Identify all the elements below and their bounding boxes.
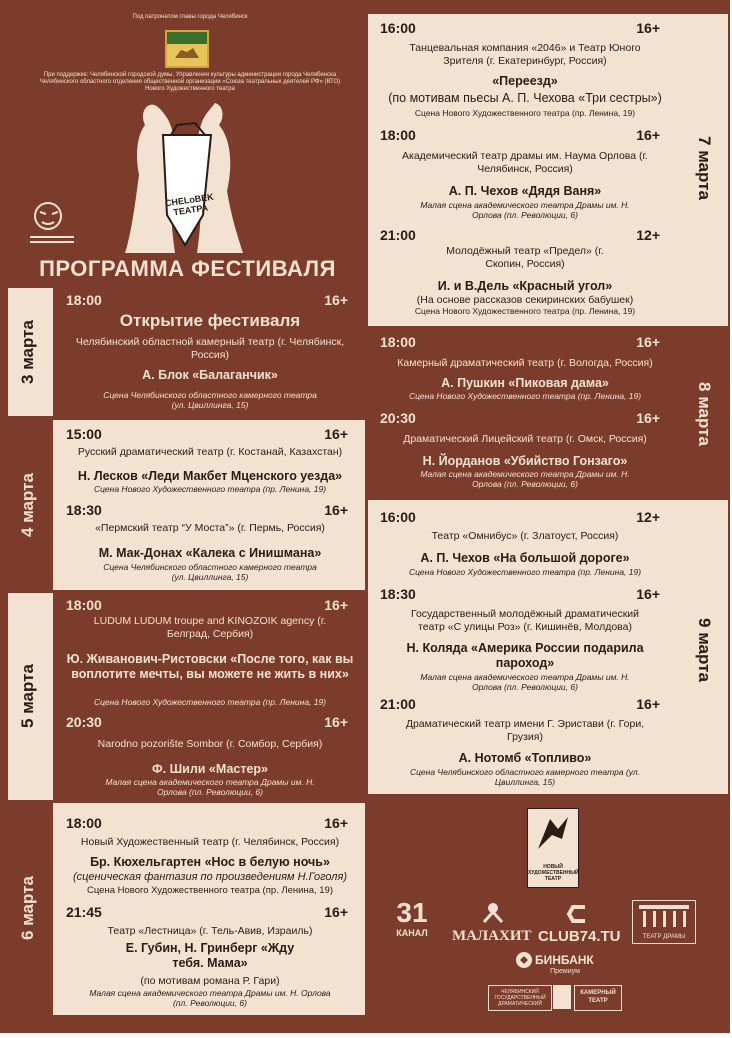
club74-logo-text: CLUB74.TU — [538, 928, 621, 945]
event-venue: Малая сцена академического театра Драмы им. Н. Орлова (пл. Революции, 6) — [420, 672, 630, 692]
event-play: А. П. Чехов «Дядя Ваня» — [448, 184, 602, 198]
event-time: 16:00 — [380, 20, 416, 36]
event-time: 16:00 — [380, 509, 416, 525]
event-play: М. Мак-Донах «Калека с Инишмана» — [98, 546, 322, 560]
kamerny-mask-icon — [553, 985, 571, 1009]
event-time: 18:00 — [66, 597, 102, 613]
event-venue: Малая сцена академического театра Драмы им. Н. Орлова (пл. Революции, 6) — [105, 777, 315, 797]
event-age: 16+ — [324, 502, 348, 518]
malakhit-logo-text: МАЛАХИТ — [452, 928, 532, 944]
event-company: Драматический Лицейский театр (г. Омск, Россия) — [403, 433, 647, 445]
event-time: 18:00 — [380, 334, 416, 350]
day-5-date: 5 марта — [18, 664, 37, 728]
event-venue: Сцена Нового Художественного театра (пр. Ленина, 19) — [86, 885, 334, 896]
event-subtitle: (На основе рассказов секиринских бабушек) — [416, 294, 634, 306]
event-venue: Сцена Нового Художественного театра (пр. Ленина, 19) — [408, 567, 642, 577]
event-time: 18:00 — [380, 127, 416, 143]
drama-theatre-logo — [632, 900, 696, 944]
channel31-text: КАНАЛ — [396, 928, 428, 938]
event-company: «Пермский театр “У Моста”» (г. Пермь, Россия) — [95, 522, 325, 534]
event-time: 18:30 — [380, 586, 416, 602]
ntt-logo — [527, 808, 579, 888]
binbank-subtitle: Премиум — [550, 968, 580, 975]
event-time: 21:00 — [380, 227, 416, 243]
event-time: 15:00 — [66, 426, 102, 442]
event-company: Танцевальная компания «2046» и Театр Юного Зрителя (г. Екатеринбург, Россия) — [409, 42, 641, 67]
chel-drama-theatre-logo — [488, 985, 552, 1011]
event-venue: Малая сцена академического театра Драмы им. Н. Орлова (пл. Революции, 6) — [420, 469, 630, 489]
event-time: 18:30 — [66, 502, 102, 518]
event-company: Narodno pozorište Sombor (г. Сомбор, Сербия) — [97, 738, 323, 750]
patronage-text: Под патронатом главы города Челябинск — [132, 14, 248, 20]
day-8-date: 8 марта — [695, 382, 714, 446]
event-company: Новый Художественный театр (г. Челябинск, Россия) — [80, 836, 340, 848]
ntt-logo-text: НОВЫЙ ХУДОЖЕСТВЕННЫЙ ТЕАТР — [528, 864, 579, 882]
day-3-date: 3 марта — [18, 320, 37, 384]
event-play: Н. Коляда «Америка России подарила пароход» — [406, 641, 644, 670]
malakhit-icon — [478, 900, 508, 924]
event-company: Камерный драматический театр (г. Вологда, Россия) — [397, 357, 653, 369]
event-age: 16+ — [636, 586, 660, 602]
event-age: 16+ — [636, 127, 660, 143]
event-time: 18:00 — [66, 815, 102, 831]
event-age: 16+ — [636, 334, 660, 350]
event-play: Н. Лесков «Леди Макбет Мценского уезда» — [77, 469, 343, 483]
event-venue: Сцена Челябинского областного камерного театра (ул. Цвиллинга, 15) — [103, 562, 317, 582]
event-company: Русский драматический театр (г. Костанай, Казахстан) — [77, 446, 343, 458]
event-age: 16+ — [636, 20, 660, 36]
event-play: «Переезд» — [492, 74, 558, 88]
event-play: А. Нотомб «Топливо» — [458, 751, 592, 765]
event-venue: Сцена Нового Художественного театра (пр. Ленина, 19) — [414, 306, 636, 316]
event-play: А. Блок «Балаганчик» — [142, 368, 278, 382]
event-subtitle: (сценическая фантазия по произведениям Н.Гоголя) — [72, 871, 348, 883]
binbank-icon — [515, 951, 533, 969]
event-venue: Сцена Нового Художественного театра (пр. Ленина, 19) — [408, 391, 642, 401]
event-play: Бр. Кюхельгартен «Нос в белую ночь» — [90, 855, 330, 869]
event-venue: Малая сцена академического театра Драмы им. Н. Орлова (пл. Революции, 6) — [89, 988, 331, 1008]
kamerny-theatre-logo — [574, 985, 622, 1011]
event-venue: Малая сцена академического театра Драмы им. Н. Орлова (пл. Революции, 6) — [420, 200, 630, 220]
event-company: Академический театр драмы им. Наума Орлова (г. Челябинск, Россия) — [402, 150, 648, 175]
event-time: 21:00 — [380, 696, 416, 712]
event-venue: Сцена Челябинского областного камерного театра (ул. Цвиллинга, 15) — [103, 390, 317, 410]
event-time: 21:45 — [66, 904, 102, 920]
event-age: 12+ — [636, 509, 660, 525]
event-age: 16+ — [324, 714, 348, 730]
day-4-date: 4 марта — [18, 473, 37, 537]
event-play: Н. Йорданов «Убийство Гонзаго» — [422, 454, 628, 468]
support-text: При поддержке: Челябинской городской думы, Управления культуры администрации города Челябинска Челябинского областного отделения общественной организации «Союза театральных деятелей РФ» (ВТО) Нового Художественного театра — [39, 72, 341, 92]
event-age: 16+ — [324, 597, 348, 613]
event-play: А. П. Чехов «На большой дороге» — [420, 551, 630, 565]
event-venue: Сцена Нового Художественного театра (пр. Ленина, 19) — [93, 484, 327, 494]
day-7-date: 7 марта — [695, 136, 714, 200]
event-subtitle: (по мотивам романа Р. Гари) — [140, 975, 280, 987]
event-venue: Сцена Нового Художественного театра (пр. Ленина, 19) — [93, 697, 327, 707]
event-play: Ю. Живанович-Ристовски «После того, как вы воплотите мечты, вы можете не жить в них» — [66, 652, 354, 681]
event-age: 16+ — [324, 815, 348, 831]
channel31-number: 31 — [396, 897, 428, 928]
event-age: 16+ — [636, 696, 660, 712]
event-age: 16+ — [324, 292, 348, 308]
event-play: Е. Губин, Н. Гринберг «Жду тебя. Мама» — [125, 941, 295, 970]
event-company: Драматический театр имени Г. Эристави (г. Гори, Грузия) — [405, 718, 645, 743]
event-play: И. и В.Дель «Красный угол» — [437, 279, 613, 293]
chel-drama-theatre-text: ЧЕЛЯБИНСКИЙ ГОСУДАРСТВЕННЫЙ ДРАМАТИЧЕСКИЙ — [494, 989, 546, 1007]
event-venue: Сцена Челябинского областного камерного театра (ул. Цвиллинга, 15) — [409, 767, 641, 787]
event-company: Челябинский областной камерный театр (г. Челябинск, Россия) — [75, 336, 345, 361]
event-headline: Открытие фестиваля — [119, 311, 301, 330]
event-time: 18:00 — [66, 292, 102, 308]
event-company: Молодёжный театр «Предел» (г. Скопин, Россия) — [446, 245, 604, 270]
event-age: 12+ — [636, 227, 660, 243]
mask-logo-icon — [28, 198, 76, 248]
channel31-logo — [392, 898, 432, 946]
event-age: 16+ — [324, 426, 348, 442]
binbank-logo-text: БИНБАНК — [535, 953, 594, 967]
day-9-date: 9 марта — [695, 618, 714, 682]
club74-icon — [565, 903, 591, 925]
drama-theatre-text: ТЕАТР ДРАМЫ — [642, 934, 686, 940]
festival-figures-illustration — [115, 95, 255, 255]
day-6-date: 6 марта — [18, 876, 37, 940]
event-company: Театр «Лестница» (г. Тель-Авив, Израиль) — [107, 925, 313, 937]
city-emblem-icon — [165, 30, 209, 68]
event-age: 16+ — [636, 410, 660, 426]
event-age: 16+ — [324, 904, 348, 920]
event-company: Театр «Омнибус» (г. Златоуст, Россия) — [431, 530, 619, 542]
event-play: Ф. Шили «Мастер» — [151, 762, 269, 776]
program-title: ПРОГРАММА ФЕСТИВАЛЯ — [39, 256, 336, 281]
event-play: А. Пушкин «Пиковая дама» — [441, 376, 609, 390]
event-subtitle: (по мотивам пьесы А. П. Чехова «Три сестры») — [388, 91, 662, 105]
event-time: 20:30 — [66, 714, 102, 730]
kamerny-theatre-text: КАМЕРНЫЙ ТЕАТР — [580, 990, 616, 1004]
event-time: 20:30 — [380, 410, 416, 426]
event-venue: Сцена Нового Художественного театра (пр. Ленина, 19) — [414, 108, 636, 118]
festival-logo-text: CHELoBEK ТЕАТРА — [164, 191, 215, 218]
event-company: Государственный молодёжный драматический театр «С улицы Роз» (г. Кишинёв, Молдова) — [410, 608, 640, 633]
event-company: LUDUM LUDUM troupe and KINOZOIK agency (г. Белград, Сербия) — [93, 615, 327, 640]
